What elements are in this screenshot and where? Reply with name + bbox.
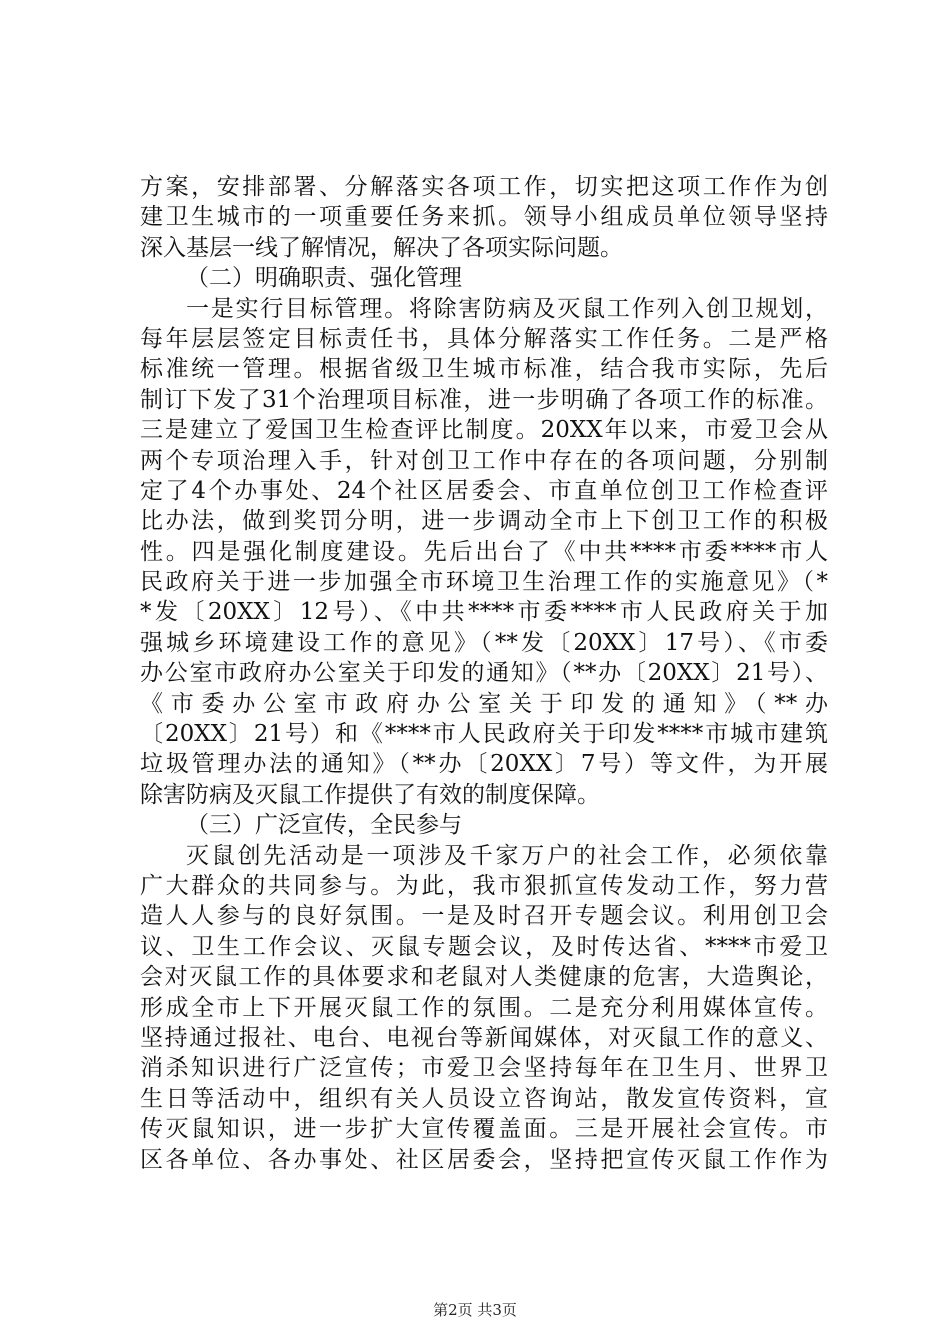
text-line: 坚持通过报社、电台、电视台等新闻媒体，对灭鼠工作的意义、 [140,1024,828,1051]
text-line: 生日等活动中，组织有关人员设立咨询站，散发宣传资料，宣 [140,1085,828,1112]
text-line: 性。四是强化制度建设。先后出台了《中共****市委****市人 [140,538,829,565]
text-line: 广大群众的共同参与。为此，我市狠抓宣传发动工作，努力营 [140,872,828,899]
text-line: 区各单位、各办事处、社区居委会，坚持把宣传灭鼠工作作为 [140,1146,828,1173]
section-heading: （二）明确职责、强化管理 [186,265,462,292]
text-line: 垃圾管理办法的通知》（**办〔20XX〕7号）等文件，为开展 [140,751,828,778]
text-line: *发〔20XX〕12号）、《中共****市委****市人民政府关于加 [140,599,828,626]
text-line: 每年层层签定目标责任书，具体分解落实工作任务。二是严格 [140,325,828,352]
text-line: 方案，安排部署、分解落实各项工作，切实把这项工作作为创 [140,174,828,200]
text-line: 标准统一管理。根据省级卫生城市标准，结合我市实际，先后 [140,356,828,383]
page-footer [0,1300,950,1320]
text-line: 议、卫生工作会议、灭鼠专题会议，及时传达省、****市爱卫 [140,933,828,960]
text-line: 造人人参与的良好氛围。一是及时召开专题会议。利用创卫会 [140,903,828,930]
text-line: 两个专项治理入手，针对创卫工作中存在的各项问题，分别制 [140,447,828,474]
text-line: 除害防病及灭鼠工作提供了有效的制度保障。 [140,781,600,808]
text-line: 深入基层一线了解情况，解决了各项实际问题。 [140,234,623,261]
text-line: 办公室市政府办公室关于印发的通知》（**办〔20XX〕21号）、 [140,660,828,687]
text-line: 三是建立了爱国卫生检查评比制度。20XX年以来，市爱卫会从 [140,417,828,444]
text-line: 会对灭鼠工作的具体要求和老鼠对人类健康的危害，大造舆论， [140,964,828,991]
text-line: 定了4个办事处、24个社区居委会、市直单位创卫工作检查评 [140,477,828,504]
text-line: 制订下发了31个治理项目标准，进一步明确了各项工作的标准。 [140,386,828,413]
page-number-label: 第2页 共3页 [433,1301,517,1319]
text-line: 灭鼠创先活动是一项涉及千家万户的社会工作，必须依靠 [186,842,828,869]
text-line: 消杀知识进行广泛宣传；市爱卫会坚持每年在卫生月、世界卫 [140,1055,828,1082]
text-line: 形成全市上下开展灭鼠工作的氛围。二是充分利用媒体宣传。 [140,994,828,1021]
document-body [140,172,828,1175]
text-line: 强城乡环境建设工作的意见》（**发〔20XX〕17号）、《市委 [140,629,828,656]
text-line: 比办法，做到奖罚分明，进一步调动全市上下创卫工作的积极 [140,508,828,535]
text-line: 一是实行目标管理。将除害防病及灭鼠工作列入创卫规划， [186,295,828,322]
text-line: 建卫生城市的一项重要任务来抓。领导小组成员单位领导坚持 [140,204,828,231]
section-heading: （三）广泛宣传，全民参与 [186,812,462,839]
text-line: 〔20XX〕21号）和《****市人民政府关于印发****市城市建筑 [140,721,828,748]
text-line: 民政府关于进一步加强全市环境卫生治理工作的实施意见》（* [140,569,828,596]
text-line: 《市委办公室市政府办公室关于印发的通知》（**办 [140,690,828,717]
text-line: 传灭鼠知识，进一步扩大宣传覆盖面。三是开展社会宣传。市 [140,1116,828,1143]
